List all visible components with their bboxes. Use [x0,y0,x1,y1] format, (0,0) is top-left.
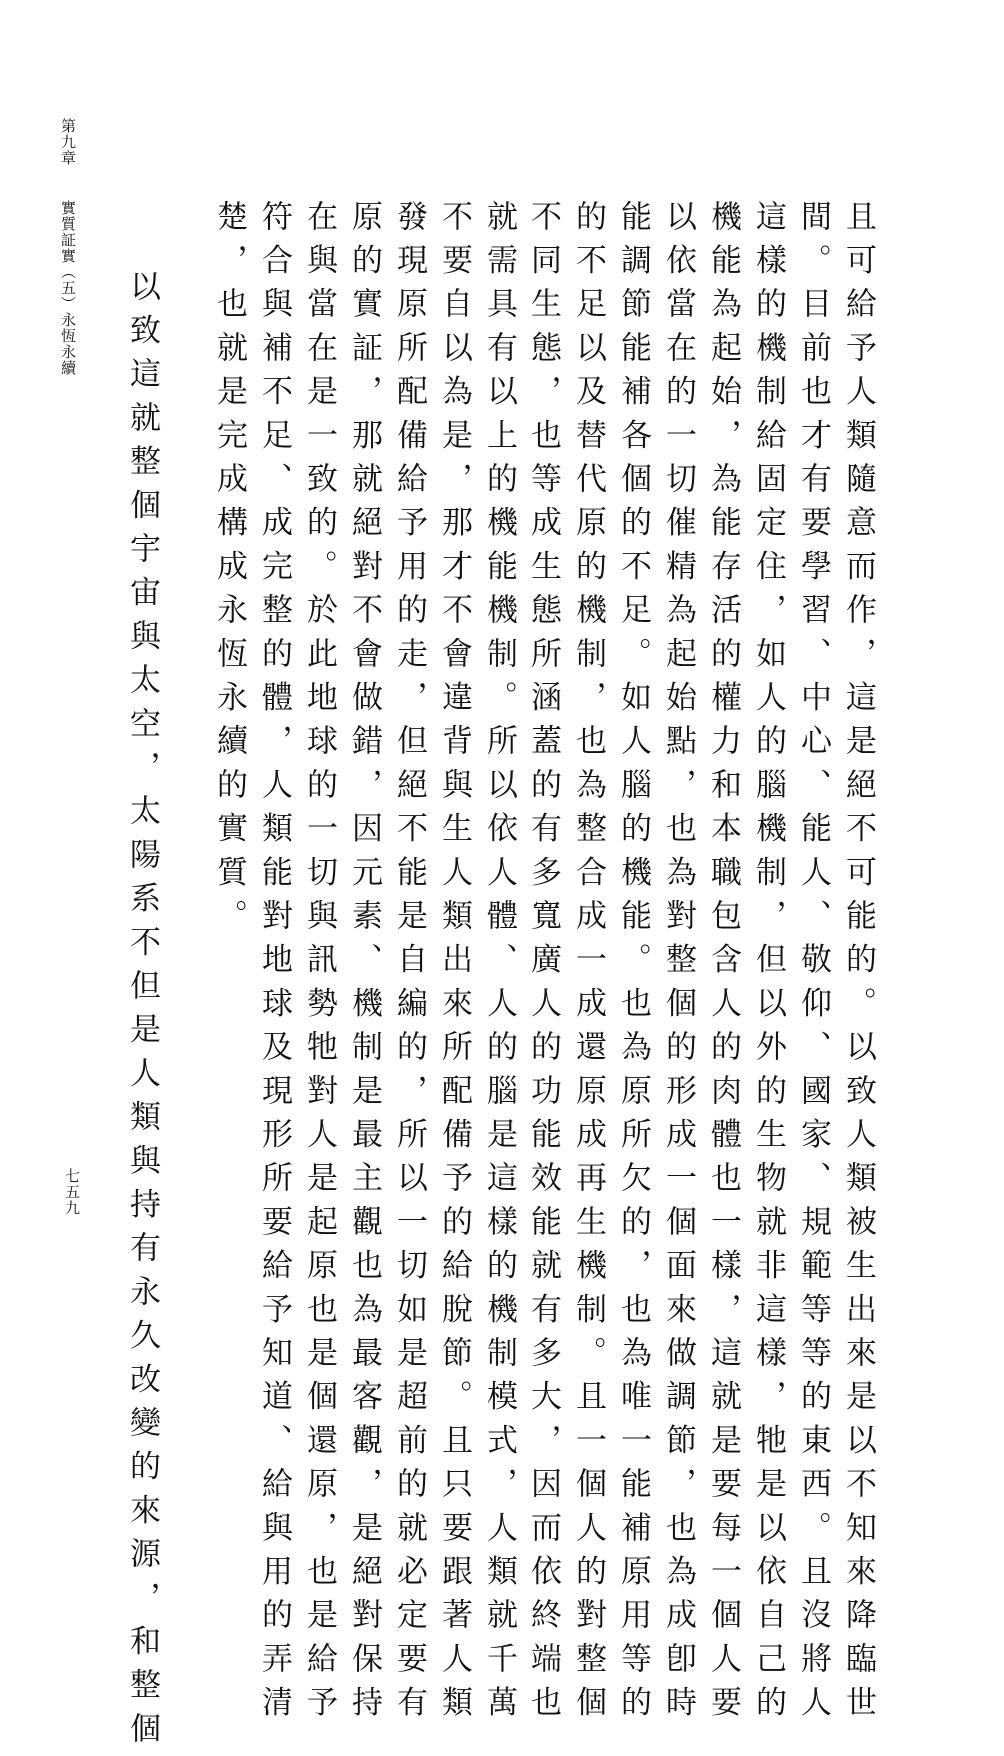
text-column-7: 的不足以及替代原的機制，也為整合成一成還原成再生機制。且一個人的對整個 [570,200,606,1730]
text-column-15: 楚，也就是完成構成永恆永續的實質。 [211,200,247,943]
chapter-title: 實質証實（五）永恆永續 [59,200,77,376]
text-column-14: 符合與補不足、成完整的體，人類能對地球及現形所要給予知道、給與用的弄清 [256,200,292,1730]
text-column-5: 以依當在的一切催精為起始點，也為對整個的形成一個面來做調節，也為成卽時 [660,200,696,1730]
chapter-label: 第九章 [59,118,77,166]
text-column-2: 間。目前也才有要學習、中心、能人、敬仰、國家、規範等等的東西。且沒將人 [795,200,831,1730]
page-number: 七五九 [63,1168,81,1216]
text-column-16: 以致這就整個宇宙與太空，太陽系不但是人類與持有永久改變的來源，和整個 [124,270,160,1756]
text-column-12: 原的實証，那就絕對不會做錯，因元素、機制是最主觀也為最客觀，是絕對保持 [346,200,382,1730]
text-column-6: 能調節能補各個的不足。如人腦的機能。也為原所欠的，也為唯一能補原用等的 [615,200,651,1730]
text-column-13: 在與當在是一致的。於此地球的一切與訊勢牠對人是起原也是個還原，也是給予 [301,200,337,1730]
text-column-3: 這樣的機制給固定住，如人的腦機制，但以外的生物就非這樣，牠是以依自己的 [750,200,786,1730]
text-column-4: 機能為起始，為能存活的權力和本職包含人的肉體也一樣，這就是要每一個人要 [705,200,741,1730]
text-column-1: 且可給予人類隨意而作，這是絕不可能的。以致人類被生出來是以不知來降臨世 [840,200,876,1730]
text-column-10: 不要自以為是，那才不會違背與生人類出來所配備予的給脫節。且只要跟著人類 [436,200,472,1730]
text-column-11: 發現原所配備給予用的走，但絕不能是自編的，所以一切如是超前的就必定要有 [391,200,427,1730]
text-column-8: 不同生態，也等成生態所涵蓋的有多寬廣人的功能效能就有多大，因而依終端也 [525,200,561,1730]
text-column-9: 就需具有以上的機能機制。所以依人體、人的腦是這樣的機制模式，人類就千萬 [481,200,517,1730]
